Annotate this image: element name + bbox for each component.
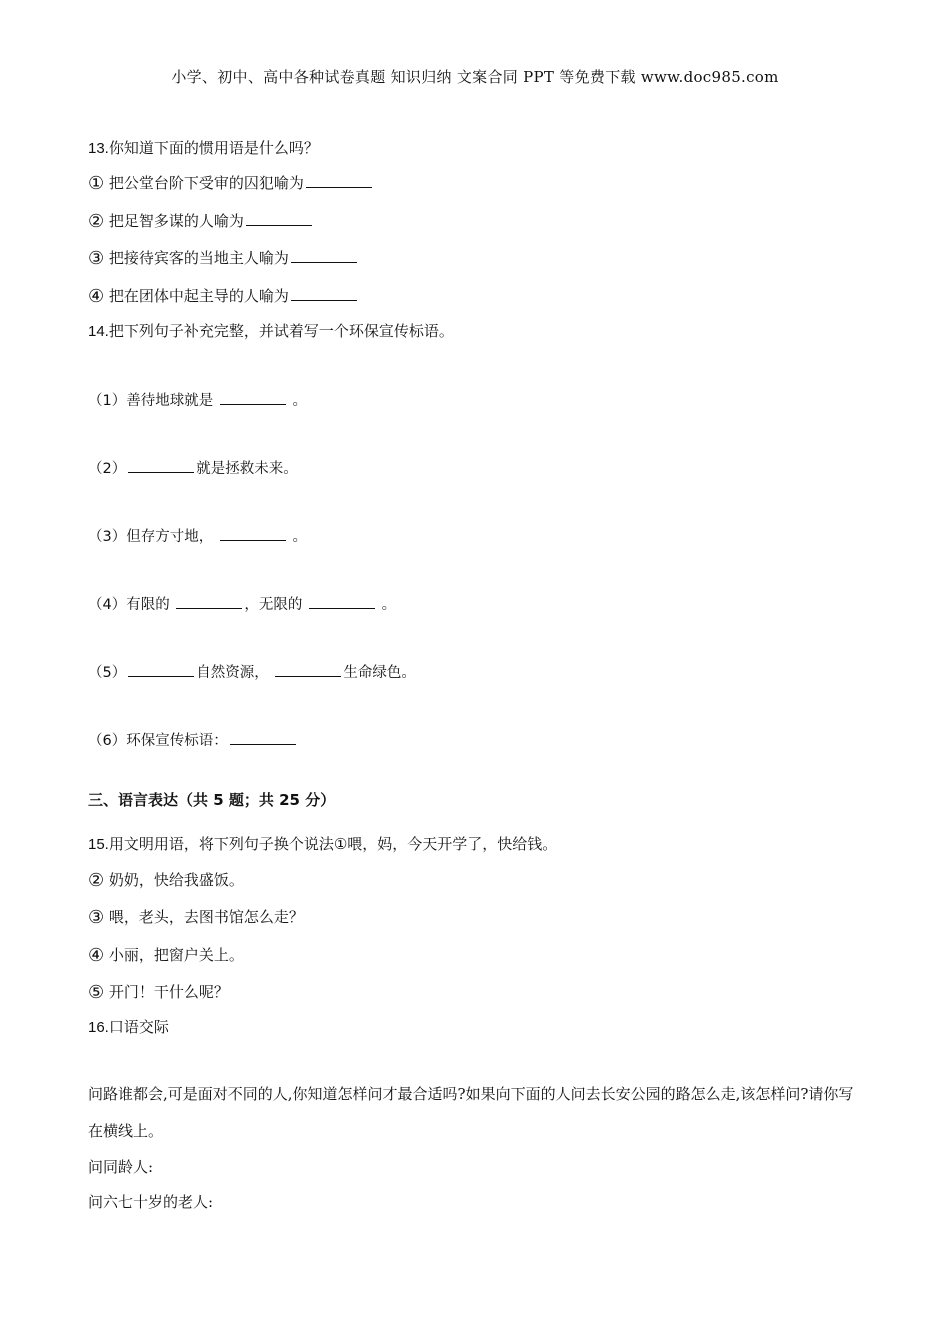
answer-blank[interactable] xyxy=(128,471,194,473)
q14-sentence-2 xyxy=(88,457,298,478)
q14-title: 14.把下列句子补充完整，并试着写一个环保宣传标语。 xyxy=(88,323,454,340)
item-number: （3） xyxy=(88,529,127,545)
q16-title: 16.口语交际 xyxy=(88,1019,169,1036)
sentence-text: 。 xyxy=(292,393,307,409)
answer-blank[interactable] xyxy=(220,403,286,405)
q15-item-text: 奶奶，快给我盛饭。 xyxy=(108,871,244,889)
q13-item-1 xyxy=(88,172,374,194)
q15-item-5 xyxy=(88,981,229,1003)
circled-number: ② xyxy=(88,211,105,232)
answer-blank[interactable] xyxy=(176,607,242,609)
q13-item-text: 把公堂台阶下受审的囚犯喻为 xyxy=(108,174,304,192)
q13-item-2 xyxy=(88,210,314,232)
q13-item-text: 把在团体中起主导的人喻为 xyxy=(108,287,289,305)
circled-number: ① xyxy=(88,173,105,194)
q14-sentence-6 xyxy=(88,729,298,750)
q15-item-4 xyxy=(88,944,244,966)
q14-sentence-4 xyxy=(88,593,396,614)
sentence-text: 善待地球就是 xyxy=(126,393,214,409)
q13-item-text: 把接待宾客的当地主人喻为 xyxy=(108,249,289,267)
q15-item-text: 小丽，把窗户关上。 xyxy=(108,946,244,964)
answer-blank[interactable] xyxy=(230,743,296,745)
q16-paragraph: 问路谁都会,可是面对不同的人,你知道怎样问才最合适吗?如果向下面的人问去长安公园的路怎么走,该怎样问?请你写在横线上。 xyxy=(88,1085,854,1140)
q14-sentence-1 xyxy=(88,389,307,410)
q13-title: 13.你知道下面的惯用语是什么吗？ xyxy=(88,140,319,157)
q13-item-4 xyxy=(88,285,359,307)
sentence-text: 有限的 xyxy=(126,597,170,613)
answer-blank[interactable] xyxy=(306,186,372,188)
sentence-text: 。 xyxy=(381,597,397,613)
q15-title: 15.用文明用语，将下列句子换个说法①喂，妈，今天开学了，快给钱。 xyxy=(88,836,558,853)
q15-item-3 xyxy=(88,906,304,928)
section-heading: 三、语言表达（共 5 题；共 25 分） xyxy=(88,791,336,809)
sentence-text: 但存方寸地， xyxy=(126,529,214,545)
answer-blank[interactable] xyxy=(246,224,312,226)
circled-number: ④ xyxy=(88,286,105,307)
answer-blank[interactable] xyxy=(275,675,341,677)
q15-item-text: 喂，老头，去图书馆怎么走？ xyxy=(108,908,304,926)
circled-number: ⑤ xyxy=(88,982,105,1003)
q16-elder-prompt: 问六七十岁的老人: xyxy=(88,1193,214,1211)
sentence-text: 环保宣传标语： xyxy=(126,733,228,749)
item-number: （6） xyxy=(88,733,127,749)
answer-blank[interactable] xyxy=(291,261,357,263)
sentence-text: 。 xyxy=(292,529,307,545)
answer-blank[interactable] xyxy=(128,675,194,677)
circled-number: ② xyxy=(88,870,105,891)
item-number: （4） xyxy=(88,597,127,613)
circled-number: ③ xyxy=(88,248,105,269)
answer-blank[interactable] xyxy=(220,539,286,541)
q13-item-3 xyxy=(88,247,359,269)
item-number: （1） xyxy=(88,393,127,409)
sentence-text: 自然资源， xyxy=(196,665,269,681)
q15-item-2 xyxy=(88,869,244,891)
answer-blank[interactable] xyxy=(291,299,357,301)
q16-peer-prompt: 问同龄人: xyxy=(88,1158,154,1176)
sentence-text: 生命绿色。 xyxy=(343,665,416,681)
circled-number: ③ xyxy=(88,907,105,928)
q13-item-text: 把足智多谋的人喻为 xyxy=(108,212,244,230)
q15-item-text: 开门！干什么呢？ xyxy=(108,983,229,1001)
item-number: （2） xyxy=(88,461,127,477)
circled-number: ④ xyxy=(88,945,105,966)
sentence-text: 就是拯救未来。 xyxy=(196,461,298,477)
item-number: （5） xyxy=(88,665,127,681)
q14-sentence-3 xyxy=(88,525,307,546)
sentence-text: ，无限的 xyxy=(244,597,303,613)
answer-blank[interactable] xyxy=(309,607,375,609)
page-header: 小学、初中、高中各种试卷真题 知识归纳 文案合同 PPT 等免费下载 www.doc985.com xyxy=(171,68,779,86)
q14-sentence-5 xyxy=(88,661,416,682)
